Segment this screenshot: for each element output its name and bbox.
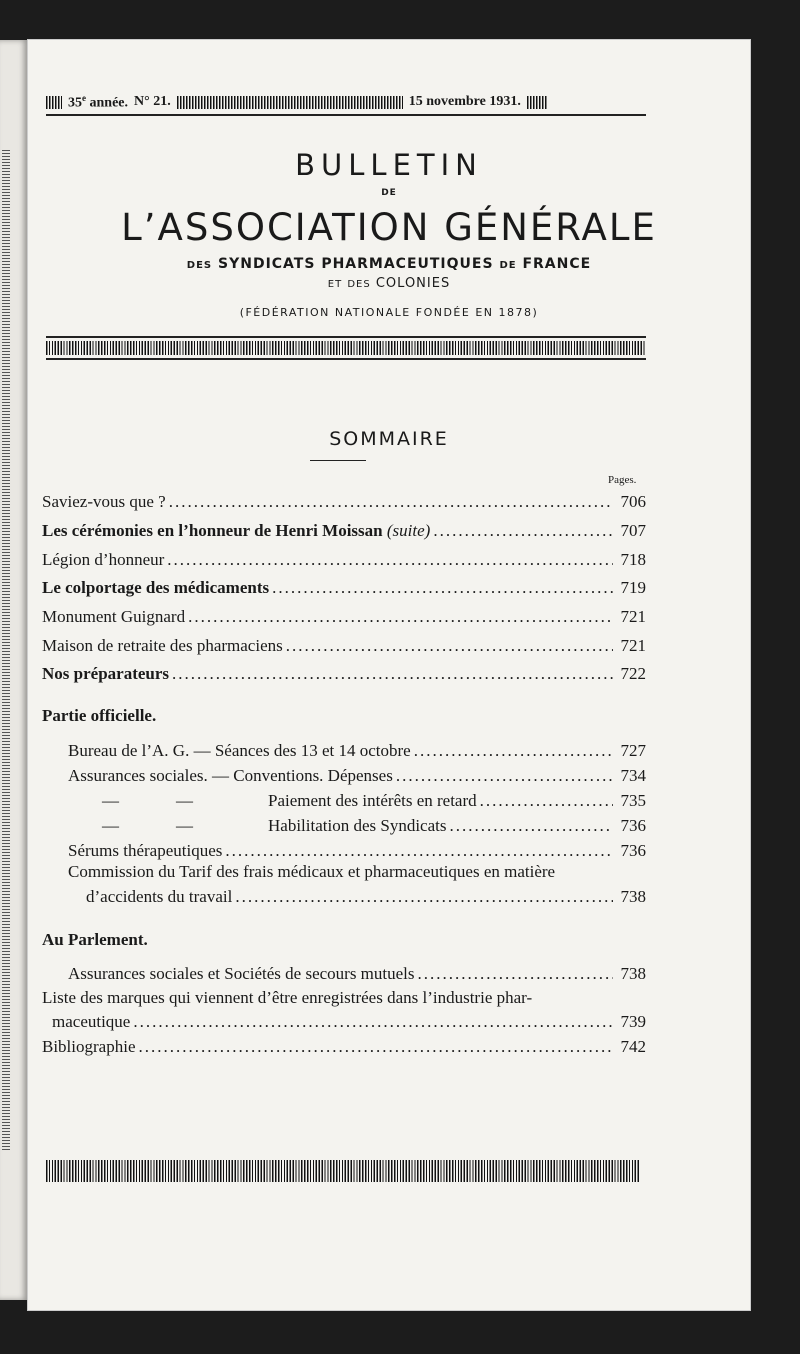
issue-date: 15 novembre 1931. <box>408 94 521 109</box>
sommaire-title: SOMMAIRE <box>329 428 449 450</box>
toc-entry: Légion d’honneur ..... 718 <box>42 550 646 570</box>
toc-entry: maceutique ..... 739 <box>52 1012 646 1032</box>
issue-year: 35e année. <box>68 92 128 111</box>
masthead-federation: (FÉDÉRATION NATIONALE FONDÉE EN 1878) <box>239 306 539 319</box>
toc-entry: Bibliographie ..... 742 <box>42 1037 646 1057</box>
bar-bottom-edge <box>46 358 646 360</box>
masthead-colonies: ET DES COLONIES <box>327 276 451 291</box>
ornament-left <box>46 96 62 109</box>
toc-entry: Assurances sociales. — Conventions. Dépenses ..... 734 <box>68 766 646 786</box>
masthead-association: L’ASSOCIATION GÉNÉRALE <box>121 206 657 249</box>
bulletin-page <box>28 40 750 1310</box>
section-heading-partie-officielle: Partie officielle. <box>42 706 157 725</box>
bottom-ornamental-bar <box>46 1160 640 1182</box>
toc-entry-line1: Commission du Tarif des frais médicaux et pharmaceutiques en matière <box>68 862 556 881</box>
toc-entry: Sérums thérapeutiques ..... 736 <box>68 841 646 861</box>
toc-entry: — — Paiement des intérêts en retard ..... 735 <box>68 791 646 811</box>
masthead-syndicats: DES SYNDICATS PHARMACEUTIQUES DE FRANCE <box>186 256 592 272</box>
bar-top-edge <box>46 336 646 338</box>
header-rule <box>46 114 646 116</box>
title-rule <box>310 460 366 461</box>
section-heading-au-parlement: Au Parlement. <box>42 930 148 949</box>
toc-entry: Monument Guignard ..... 721 <box>42 607 646 627</box>
ornament-right <box>527 96 547 109</box>
toc-entry: Le colportage des médicaments ..... 719 <box>42 578 646 598</box>
toc-entry: — — Habilitation des Syndicats ..... 736 <box>68 816 646 836</box>
toc-entry: Saviez-vous que ? ..... 706 <box>42 492 646 512</box>
toc-entry: Maison de retraite des pharmaciens ..... 721 <box>42 636 646 656</box>
toc-entry: Bureau de l’A. G. — Séances des 13 et 14 octobre ..... 727 <box>68 741 646 761</box>
issue-header <box>46 92 646 112</box>
toc-entry-line1: Liste des marques qui viennent d’être enregistrées dans l’industrie phar- <box>42 988 533 1007</box>
toc-entry: Assurances sociales et Sociétés de secours mutuels ..... 738 <box>68 964 646 984</box>
toc-entry: Nos préparateurs ..... 722 <box>42 664 646 684</box>
pages-column-label: Pages. <box>608 474 637 486</box>
ornamental-bar <box>46 341 646 355</box>
adjacent-page-hatching <box>2 150 10 1150</box>
masthead-bulletin: BULLETIN <box>295 148 483 182</box>
masthead-de: DE <box>381 188 397 198</box>
ornament-middle <box>177 96 403 109</box>
issue-number: N° 21. <box>134 94 171 109</box>
toc-entry: Les cérémonies en l’honneur de Henri Moissan (suite) ..... 707 <box>42 521 646 541</box>
adjacent-page-edge <box>0 40 28 1300</box>
toc-entry: d’accidents du travail ..... 738 <box>86 887 646 907</box>
